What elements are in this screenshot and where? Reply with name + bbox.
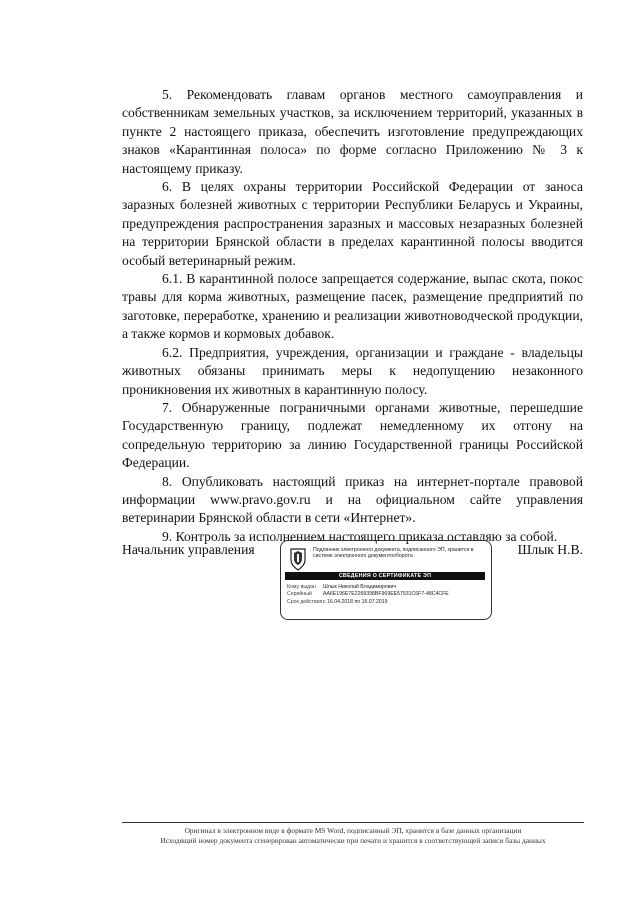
paragraph-6-1: 6.1. В карантинной полосе запрещается содержание, выпас скота, покос травы для корма животных, размещение пасек, размещение предприятий по заготовке, переработке, хранению и реализации животноводческой продукции, а также кормов и кормовых добавок. (122, 271, 583, 342)
certificate-details (287, 584, 487, 606)
document-body (122, 86, 583, 546)
paragraph-6-2: 6.2. Предприятия, учреждения, организации и граждане - владельцы животных обязаны принимать меры к недопущению незаконного проникновения их животных в карантинную полосу. (122, 344, 583, 397)
document-footer (122, 826, 584, 846)
footer-divider (122, 822, 584, 823)
paragraph-9: 9. Контроль за исполнением настоящего приказа оставляю за собой. (162, 528, 558, 544)
electronic-signature-stamp (280, 540, 492, 620)
paragraph-7: 7. Обнаруженные пограничными органами животные, перешедшие Государственную границу, подлежат немедленному их отгону на сопредельную территорию за линию Государственной границы Российской Федерации. (122, 399, 583, 471)
paragraph-8: 8. Опубликовать настоящий приказ на интернет-портале правовой информации www.pravo.gov.ru и на официальном сайте управления ветеринарии Брянской области в сети «Интернет». (122, 473, 583, 526)
certificate-owner-label: Кому выдан (287, 584, 316, 590)
certificate-serial-value: AA6E196E7E2269398BF969EE57531C6F7-48C4CFE (323, 591, 449, 598)
certificate-header: СВЕДЕНИЯ О СЕРТИФИКАТЕ ЭП (285, 572, 485, 580)
certificate-row-owner (287, 584, 487, 591)
certificate-row-serial (287, 591, 487, 598)
paragraph-5: 5. Рекомендовать главам органов местного самоуправления и собственникам земельных участков, за исключением территорий, указанных в пункте 2 настоящего приказа, обеспечить изготовление предупреждающих знаков «Карантинная полоса» по форме согласно Приложению № 3 к настоящему приказу. (122, 87, 583, 176)
footer-line-2: Исходящий номер документа сгенерирован автоматически при печати и хранится в соответствующей записи базы данных (160, 836, 546, 845)
certificate-row-validity (287, 599, 487, 606)
certificate-validity-label: Срок действия (287, 598, 323, 605)
stamp-note: Подлинник электронного документа, подписанного ЭП, хранится в системе электронного документооборота (313, 547, 474, 560)
certificate-validity-value: с 16.04.2018 по 16.07.2019 (323, 598, 388, 605)
signer-name: Шлык Н.В. (517, 542, 583, 557)
coat-of-arms-icon (289, 547, 307, 571)
signer-position: Начальник управления (122, 542, 255, 557)
certificate-serial-label: Серийный (287, 591, 312, 598)
certificate-owner-value: Шлык Николай Владимирович (323, 584, 397, 590)
footer-line-1: Оригинал в электронном виде в формате MS Word, подписанный ЭП, хранится в базе данных организации (184, 826, 522, 835)
paragraph-6: 6. В целях охраны территории Российской Федерации от заноса заразных болезней животных с территории Республики Беларусь и Украины, предупреждения распространения заразных и массовых незаразных болезней на территории Брянской области в пределах карантинной полосы вводится особый ветеринарный режим. (122, 179, 583, 268)
